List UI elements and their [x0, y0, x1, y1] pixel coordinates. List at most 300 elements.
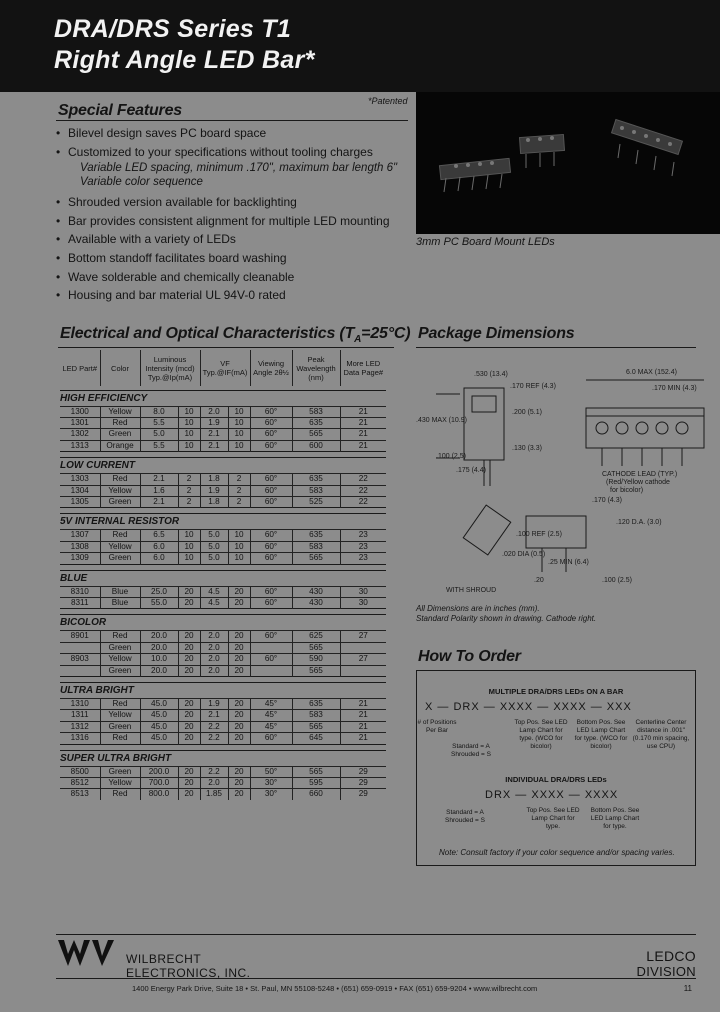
code-seg: XXXX — [584, 789, 619, 801]
table-cell: Red — [100, 699, 140, 710]
table-cell: 60° — [250, 406, 292, 417]
dim-label: .170 (4.3) — [592, 497, 622, 504]
table-cell: 10 — [228, 440, 250, 451]
table-cell: 565 — [292, 429, 340, 440]
electrical-heading — [60, 325, 410, 345]
single-label: Shrouded = S — [445, 817, 485, 824]
table-cell: 635 — [292, 474, 340, 485]
table-row — [60, 733, 386, 744]
table-row — [60, 586, 386, 597]
electrical-heading-sub: A — [354, 334, 362, 346]
table-row — [60, 474, 386, 485]
company-name-2: ELECTRONICS, INC. — [126, 966, 251, 980]
code-seg: X — [425, 701, 434, 713]
table-cell: 2.1 — [200, 710, 228, 721]
table-cell: 2.0 — [200, 631, 228, 642]
table-cell: 20 — [178, 654, 200, 665]
table-cell: 45° — [250, 699, 292, 710]
dim-label: .120 D.A. (3.0) — [616, 519, 662, 526]
order-box — [416, 670, 696, 866]
order-heading: How To Order — [418, 648, 521, 665]
table-cell: Yellow — [100, 710, 140, 721]
table-cell: 6.0 — [140, 553, 178, 564]
table-cell: 20 — [228, 766, 250, 777]
table-cell: 60° — [250, 440, 292, 451]
table-cell: 60° — [250, 496, 292, 507]
table-cell: 29 — [340, 778, 386, 789]
table-cell: 20 — [178, 789, 200, 800]
feature-item: • Customized to your specifications without tooling charges — [56, 143, 396, 162]
led-photo-image — [416, 92, 720, 234]
table-cell: 10 — [178, 530, 200, 541]
group-name: 5V INTERNAL RESISTOR — [60, 514, 386, 530]
patented-note: *Patented — [368, 96, 408, 106]
table-cell: 10 — [228, 417, 250, 428]
table-row — [60, 710, 386, 721]
table-cell: 20 — [178, 586, 200, 597]
table-cell: Red — [100, 631, 140, 642]
table-cell: 20 — [228, 733, 250, 744]
table-cell: Green — [100, 721, 140, 732]
dim-label: .100 (2.5) — [602, 577, 632, 584]
code-seg: XXXX — [531, 789, 565, 801]
electrical-heading-text: Electrical and Optical Characteristics (T — [60, 325, 355, 342]
table-cell: 20 — [228, 631, 250, 642]
table-row — [60, 541, 386, 552]
dim-label: CATHODE LEAD (TYP.) — [602, 471, 678, 478]
table-cell: 625 — [292, 631, 340, 642]
table-cell: 20.0 — [140, 642, 178, 653]
table-cell: 5.5 — [140, 417, 178, 428]
table-cell — [340, 642, 386, 653]
package-heading: Package Dimensions — [418, 325, 575, 342]
feature-item: • Bottom standoff facilitates board washing — [56, 249, 396, 268]
table-cell: 2.0 — [200, 778, 228, 789]
table-cell: 8903 — [60, 654, 100, 665]
table-row — [60, 654, 386, 665]
page-number: 11 — [683, 984, 692, 993]
col-angle: Viewing Angle 2θ½ — [250, 350, 292, 386]
table-cell: Green — [100, 665, 140, 676]
table-cell: 22 — [340, 485, 386, 496]
table-cell: Green — [100, 642, 140, 653]
table-cell: 565 — [292, 721, 340, 732]
group-header-row — [60, 615, 386, 631]
table-cell: 60° — [250, 474, 292, 485]
table-cell: 1309 — [60, 553, 100, 564]
table-cell: 6.5 — [140, 530, 178, 541]
table-cell: 8500 — [60, 766, 100, 777]
table-cell: Red — [100, 733, 140, 744]
table-cell: 20 — [228, 597, 250, 608]
table-cell: 1.9 — [200, 417, 228, 428]
table-cell: 20 — [228, 778, 250, 789]
table-cell: 20 — [228, 586, 250, 597]
table-cell: 60° — [250, 586, 292, 597]
table-row — [60, 721, 386, 732]
table-cell: 5.0 — [200, 530, 228, 541]
table-cell: 60° — [250, 429, 292, 440]
table-cell: 10 — [178, 553, 200, 564]
dim-label: .130 (3.3) — [512, 445, 542, 452]
table-cell: 2.2 — [200, 733, 228, 744]
table-cell: 1304 — [60, 485, 100, 496]
table-cell: 1308 — [60, 541, 100, 552]
multi-label: Bottom Pos. See LED Lamp Chart for type. (WCO for bicolor) — [574, 719, 628, 750]
table-cell: 22 — [340, 474, 386, 485]
dim-label: .020 DIA (0.5) — [502, 551, 546, 558]
table-row — [60, 699, 386, 710]
table-cell: 30 — [340, 597, 386, 608]
table-cell: 25.0 — [140, 586, 178, 597]
table-header-row — [60, 350, 386, 386]
special-features-heading: Special Features — [58, 102, 182, 119]
feature-subitem: Variable color sequence — [80, 176, 203, 189]
table-cell: 525 — [292, 496, 340, 507]
table-cell: 21 — [340, 733, 386, 744]
table-cell: 2 — [228, 496, 250, 507]
table-cell: 2.1 — [200, 429, 228, 440]
table-cell: 60° — [250, 733, 292, 744]
table-cell: 583 — [292, 406, 340, 417]
table-cell: 60° — [250, 631, 292, 642]
table-cell: 20 — [228, 710, 250, 721]
table-cell — [340, 665, 386, 676]
feature-item: • Shrouded version available for backlighting — [56, 193, 396, 212]
table-cell: 21 — [340, 417, 386, 428]
table-row — [60, 642, 386, 653]
col-luminous: Luminous Intensity (mcd) Typ.@Ip(mA) — [140, 350, 200, 386]
table-cell: 800.0 — [140, 789, 178, 800]
table-cell: 30 — [340, 586, 386, 597]
table-cell: Green — [100, 496, 140, 507]
table-cell: 60° — [250, 553, 292, 564]
table-cell: 2.0 — [200, 406, 228, 417]
table-cell: 29 — [340, 789, 386, 800]
table-cell: 20 — [178, 665, 200, 676]
table-cell: 595 — [292, 778, 340, 789]
table-cell: 22 — [340, 496, 386, 507]
table-cell: 583 — [292, 710, 340, 721]
group-header-row — [60, 514, 386, 530]
dim-label: .430 MAX (10.9) — [416, 417, 467, 424]
table-cell: 20 — [178, 733, 200, 744]
feature-item: • Available with a variety of LEDs — [56, 230, 396, 249]
dimension-note-1: All Dimensions are in inches (mm). — [416, 604, 540, 613]
table-cell: 2 — [178, 474, 200, 485]
table-cell: 700.0 — [140, 778, 178, 789]
group-header-row — [60, 458, 386, 474]
dimension-drawing — [416, 360, 706, 596]
table-cell: 2.0 — [200, 642, 228, 653]
table-cell: 20 — [178, 721, 200, 732]
table-cell: 45° — [250, 710, 292, 721]
group-name: BICOLOR — [60, 615, 386, 631]
table-cell: 10 — [228, 530, 250, 541]
table-cell: Orange — [100, 440, 140, 451]
package-drawing — [416, 360, 706, 596]
group-header-row — [60, 750, 386, 766]
table-cell — [60, 642, 100, 653]
table-cell: 20 — [228, 665, 250, 676]
table-cell: Red — [100, 530, 140, 541]
table-cell: 2.0 — [200, 665, 228, 676]
table-row — [60, 440, 386, 451]
led-photo — [416, 92, 720, 234]
title-line-2: Right Angle LED Bar* — [54, 46, 315, 74]
group-header-row — [60, 683, 386, 699]
table-cell: 1301 — [60, 417, 100, 428]
division-name-1: LEDCO — [646, 948, 696, 964]
table-cell: 45.0 — [140, 733, 178, 744]
package-rule — [416, 347, 696, 348]
table-cell: 1300 — [60, 406, 100, 417]
table-cell: 1.9 — [200, 485, 228, 496]
table-cell: 21 — [340, 699, 386, 710]
table-cell: 635 — [292, 699, 340, 710]
table-cell — [250, 642, 292, 653]
table-cell: 45.0 — [140, 699, 178, 710]
code-seg: DR — [453, 701, 472, 713]
single-code: DRX — XXXX — XXXX — [485, 789, 619, 801]
dim-label: for bicolor) — [610, 487, 644, 494]
table-cell: 21 — [340, 440, 386, 451]
single-label: Bottom Pos. See LED Lamp Chart for type. — [590, 807, 640, 830]
feature-item: • Housing and bar material UL 94V-0 rated — [56, 286, 396, 305]
table-row — [60, 597, 386, 608]
table-cell: Yellow — [100, 778, 140, 789]
table-cell: 565 — [292, 642, 340, 653]
table-cell: Green — [100, 766, 140, 777]
table-cell: 45° — [250, 721, 292, 732]
table-cell: 1302 — [60, 429, 100, 440]
dim-label: .20 — [534, 577, 544, 584]
table-row — [60, 429, 386, 440]
table-cell: Red — [100, 417, 140, 428]
code-seg: X — [502, 789, 512, 801]
table-cell: 10 — [228, 429, 250, 440]
table-cell: Blue — [100, 597, 140, 608]
col-more: More LED Data Page# — [340, 350, 386, 386]
dim-label: .100 (2.5) — [436, 453, 466, 460]
dimension-notes — [416, 604, 596, 624]
table-cell: 45.0 — [140, 721, 178, 732]
feature-subitem: Variable LED spacing, minimum .170", maximum bar length 6" — [80, 162, 398, 175]
group-name: SUPER ULTRA BRIGHT — [60, 750, 386, 766]
table-cell: 600 — [292, 440, 340, 451]
table-cell: 430 — [292, 597, 340, 608]
table-cell: 21 — [340, 406, 386, 417]
multi-label: Shrouded = S — [451, 751, 491, 758]
table-cell: 1316 — [60, 733, 100, 744]
table-cell: 565 — [292, 766, 340, 777]
dim-label: WITH SHROUD — [446, 587, 497, 594]
table-cell: 6.0 — [140, 541, 178, 552]
group-header-row — [60, 570, 386, 586]
single-label: Top Pos. See LED Lamp Chart for type. — [526, 807, 580, 830]
table-cell: Red — [100, 789, 140, 800]
table-cell: 8901 — [60, 631, 100, 642]
table-cell: 590 — [292, 654, 340, 665]
table-body — [60, 386, 386, 800]
table-row — [60, 778, 386, 789]
table-cell: 645 — [292, 733, 340, 744]
table-cell: 21 — [340, 721, 386, 732]
table-cell: 565 — [292, 553, 340, 564]
dim-label: .170 REF (4.3) — [510, 383, 556, 390]
table-cell: 20.0 — [140, 665, 178, 676]
table-cell: Red — [100, 474, 140, 485]
table-cell: 20 — [228, 789, 250, 800]
table-cell: 20 — [178, 642, 200, 653]
table-cell: Yellow — [100, 485, 140, 496]
table-row — [60, 789, 386, 800]
table-cell: 30° — [250, 778, 292, 789]
col-vf: VF Typ.@IF(mA) — [200, 350, 250, 386]
electrical-heading-end: =25°C) — [361, 325, 411, 342]
table-cell: 2 — [178, 496, 200, 507]
dim-label: 6.0 MAX (152.4) — [626, 369, 677, 376]
single-heading: INDIVIDUAL DRA/DRS LEDs — [505, 775, 607, 784]
table-cell: 2.2 — [200, 721, 228, 732]
group-name: LOW CURRENT — [60, 458, 386, 474]
table-cell: 1313 — [60, 440, 100, 451]
table-cell: 1.9 — [200, 699, 228, 710]
table-cell: 23 — [340, 553, 386, 564]
photo-caption: 3mm PC Board Mount LEDs — [416, 236, 555, 248]
table-cell: 30° — [250, 789, 292, 800]
table-cell: 5.0 — [140, 429, 178, 440]
table-cell: 20 — [178, 631, 200, 642]
table-cell: 10.0 — [140, 654, 178, 665]
table-cell: Yellow — [100, 406, 140, 417]
table-row — [60, 485, 386, 496]
code-seg: XXX — [606, 701, 632, 713]
table-cell: 60° — [250, 417, 292, 428]
table-cell: 45.0 — [140, 710, 178, 721]
table-cell: 4.5 — [200, 586, 228, 597]
table-cell: 1.85 — [200, 789, 228, 800]
table-cell: Blue — [100, 586, 140, 597]
group-header-row — [60, 390, 386, 406]
code-seg: DR — [485, 789, 503, 801]
table-row — [60, 406, 386, 417]
table-cell: 20 — [178, 766, 200, 777]
table-cell — [60, 665, 100, 676]
table-cell: 660 — [292, 789, 340, 800]
table-cell: 20 — [228, 642, 250, 653]
dimension-note-2: Standard Polarity shown in drawing. Cathode right. — [416, 614, 597, 623]
table-cell: 10 — [178, 417, 200, 428]
table-cell: 20 — [178, 597, 200, 608]
table-cell: 8311 — [60, 597, 100, 608]
title-banner — [0, 0, 720, 92]
characteristics-table — [60, 350, 386, 800]
company-address: 1400 Energy Park Drive, Suite 18 • St. Paul, MN 55108-5248 • (651) 659-0919 • FAX (651) 659-9204 • www.wilbrecht.com — [132, 984, 538, 993]
col-color: Color — [100, 350, 140, 386]
table-cell: 635 — [292, 530, 340, 541]
table-cell: 20.0 — [140, 631, 178, 642]
title-line-1: DRA/DRS Series T1 — [54, 15, 292, 43]
table-row — [60, 417, 386, 428]
table-cell: 60° — [250, 530, 292, 541]
dim-label: .25 MIN (6.4) — [548, 559, 589, 566]
table-row — [60, 530, 386, 541]
table-cell: 1305 — [60, 496, 100, 507]
feature-item: • Wave solderable and chemically cleanable — [56, 268, 396, 287]
group-name: ULTRA BRIGHT — [60, 683, 386, 699]
table-cell: 2 — [228, 485, 250, 496]
table-cell: 29 — [340, 766, 386, 777]
table-cell: 430 — [292, 586, 340, 597]
table-cell: Green — [100, 553, 140, 564]
order-note: Note: Consult factory if your color sequence and/or spacing varies. — [439, 848, 675, 857]
multi-label: # of Positions Per Bar — [417, 719, 457, 734]
table-cell: 27 — [340, 654, 386, 665]
table-cell: 5.0 — [200, 541, 228, 552]
code-seg: XXXX — [553, 701, 587, 713]
table-cell: 10 — [178, 440, 200, 451]
table-cell: 1311 — [60, 710, 100, 721]
table-cell: 583 — [292, 541, 340, 552]
table-cell: 2.1 — [200, 440, 228, 451]
table-cell: 55.0 — [140, 597, 178, 608]
table-cell: 21 — [340, 429, 386, 440]
dim-label: .175 (4.4) — [456, 467, 486, 474]
table-cell: 200.0 — [140, 766, 178, 777]
feature-item: • Bilevel design saves PC board space — [56, 124, 396, 143]
table-cell: 1307 — [60, 530, 100, 541]
table-cell: 60° — [250, 597, 292, 608]
table-row — [60, 553, 386, 564]
company-name-1: WILBRECHT — [126, 952, 202, 966]
table-cell: 10 — [178, 406, 200, 417]
table-row — [60, 631, 386, 642]
dim-label: .100 REF (2.5) — [516, 531, 562, 538]
table-cell: 21 — [340, 710, 386, 721]
table-cell: 565 — [292, 665, 340, 676]
table-cell: 5.5 — [140, 440, 178, 451]
single-label: Standard = A — [446, 809, 484, 816]
table-cell: 2.1 — [140, 496, 178, 507]
table-cell: Green — [100, 429, 140, 440]
table-cell: 1.6 — [140, 485, 178, 496]
table-cell: 8513 — [60, 789, 100, 800]
table-cell: Yellow — [100, 654, 140, 665]
table-cell: 27 — [340, 631, 386, 642]
table-row — [60, 665, 386, 676]
table-cell: 8512 — [60, 778, 100, 789]
table-cell: 23 — [340, 541, 386, 552]
table-cell: 1312 — [60, 721, 100, 732]
table-cell: 20 — [228, 654, 250, 665]
table-cell: 1303 — [60, 474, 100, 485]
table-cell: 20 — [178, 699, 200, 710]
table-cell: 8310 — [60, 586, 100, 597]
table-cell: 60° — [250, 654, 292, 665]
table-cell: 635 — [292, 417, 340, 428]
dim-label: .530 (13.4) — [474, 371, 508, 378]
dim-label: .200 (5.1) — [512, 409, 542, 416]
group-name: BLUE — [60, 570, 386, 586]
group-name: HIGH EFFICIENCY — [60, 390, 386, 406]
table-cell: 1310 — [60, 699, 100, 710]
table-cell: 10 — [228, 541, 250, 552]
dim-label: .170 MIN (4.3) — [652, 385, 697, 392]
code-seg: XXXX — [499, 701, 534, 713]
dim-label: (Red/Yellow cathode — [606, 479, 670, 486]
table-cell: 20 — [178, 710, 200, 721]
